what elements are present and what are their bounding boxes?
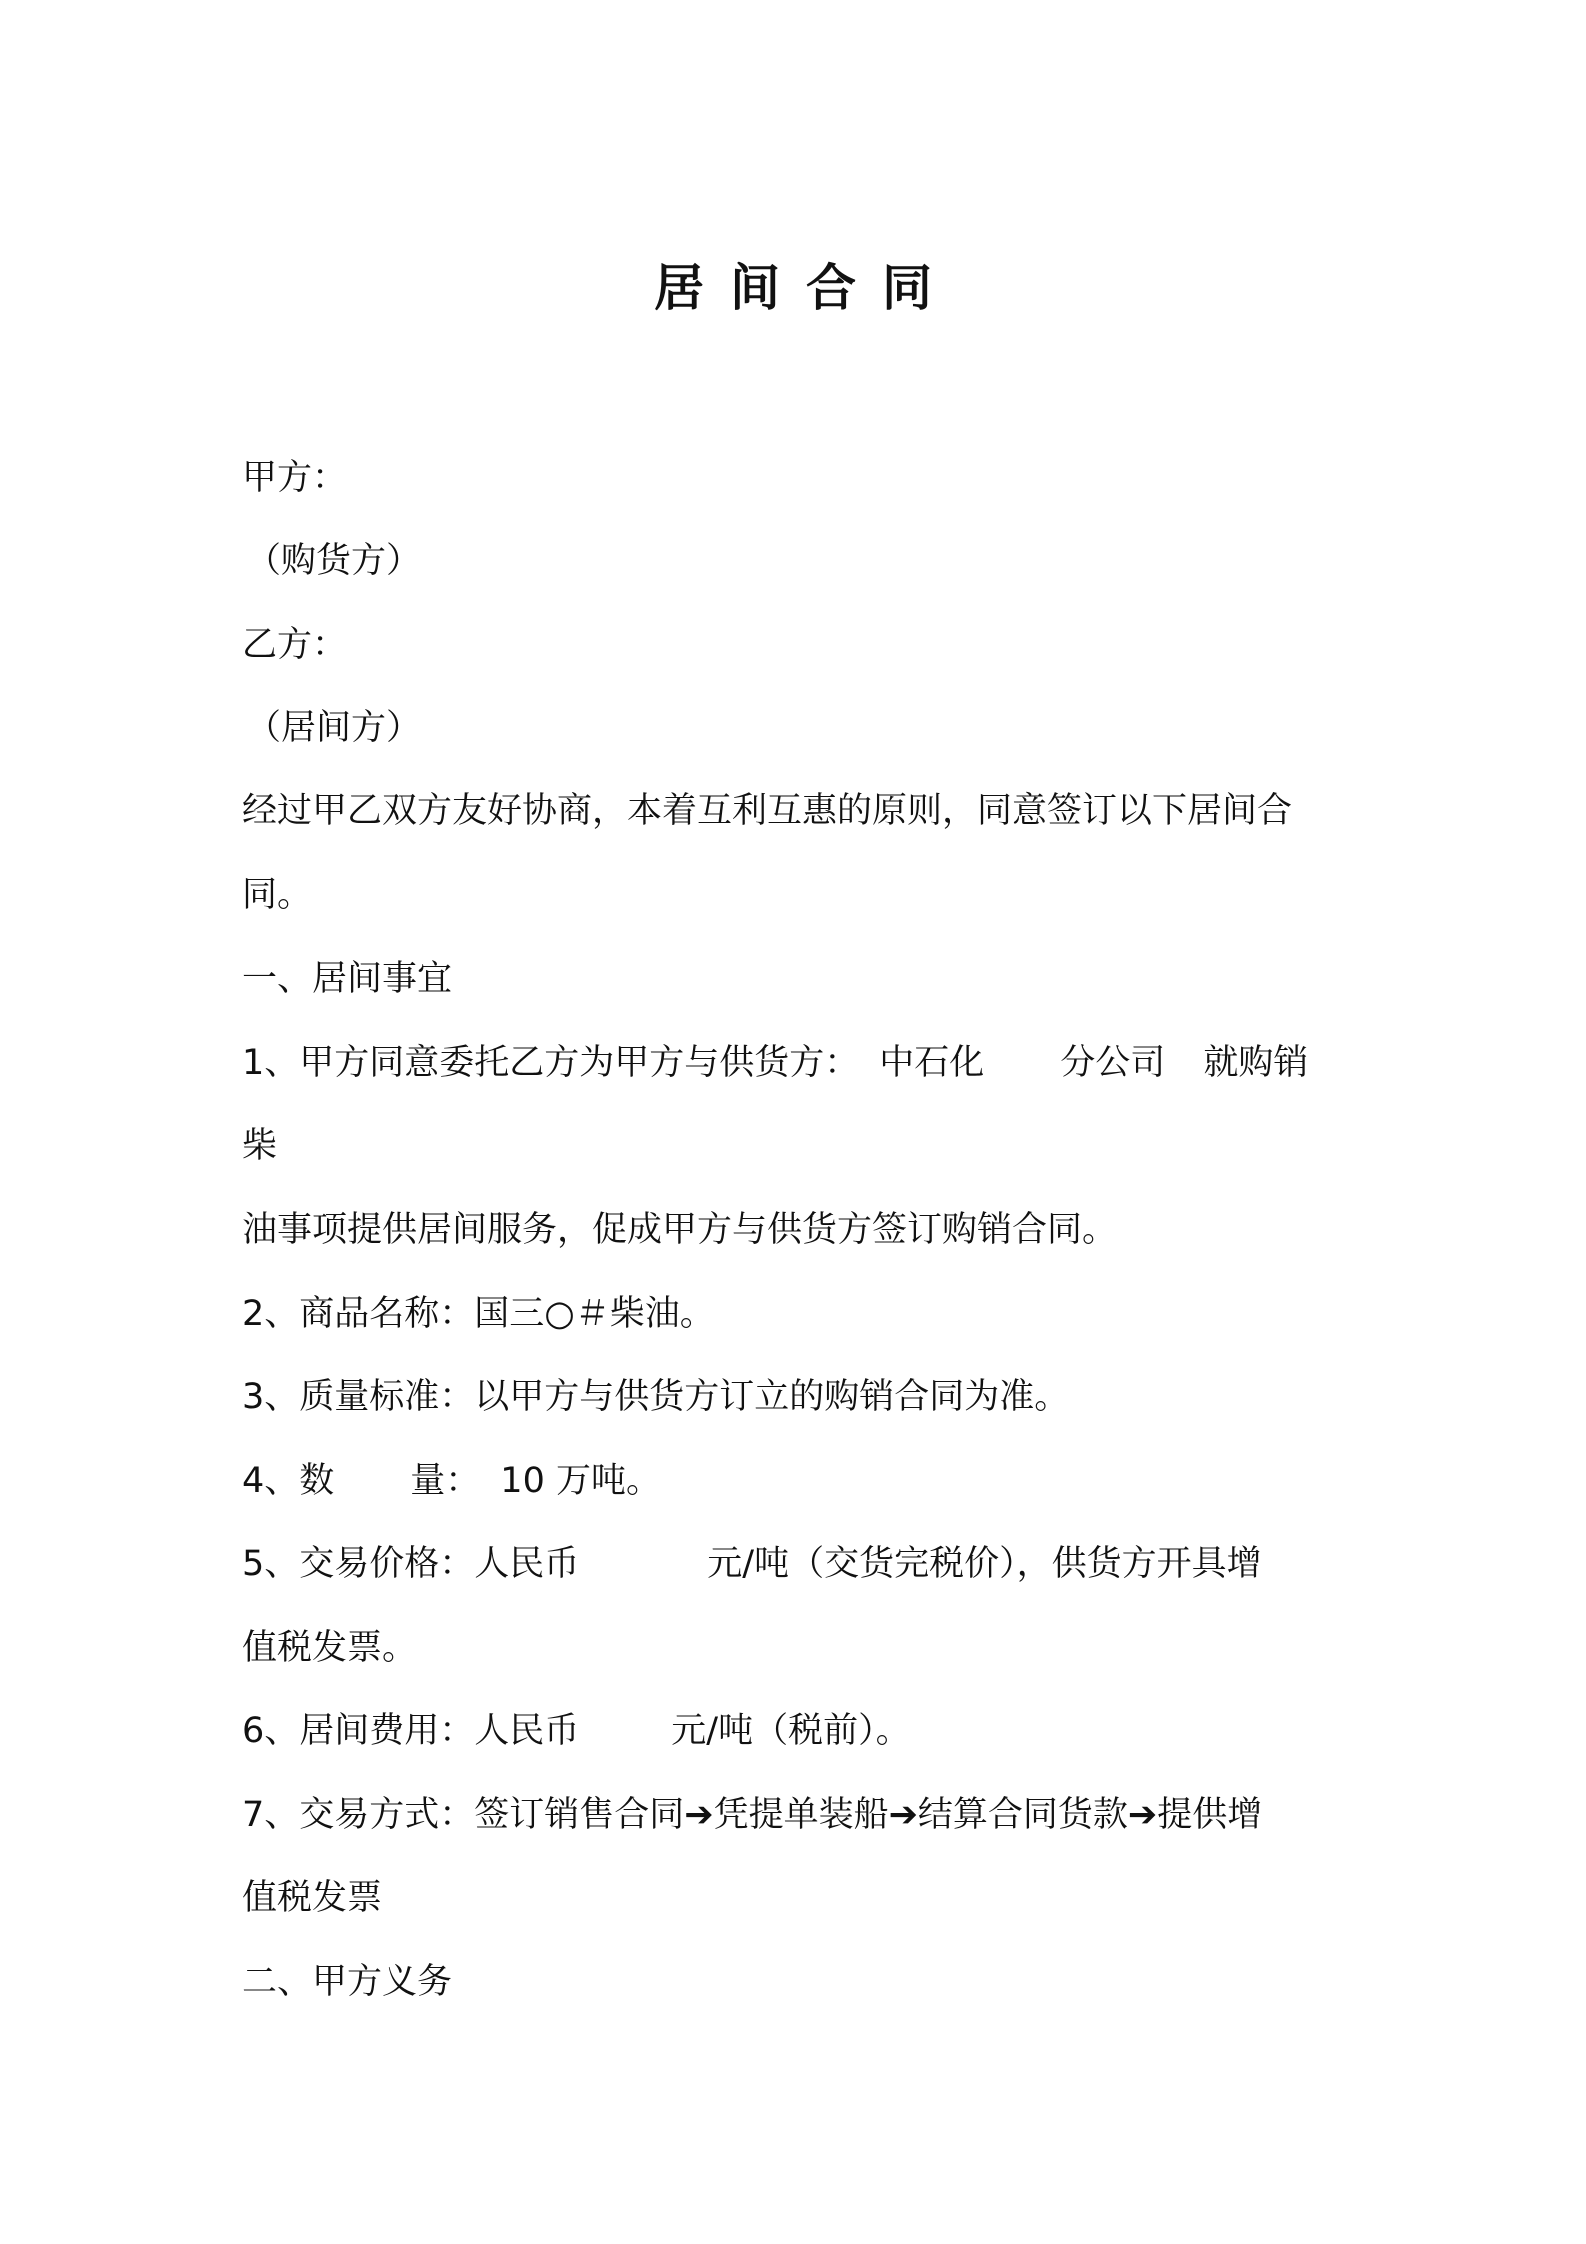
item-4-value: 10 万吨。 — [500, 1461, 661, 1501]
item-1-prefix: 1、甲方同意委托乙方为甲方与供货方： — [242, 1043, 860, 1083]
party-b-label: 乙方： — [242, 625, 348, 665]
item-1-supplier: 中石化 — [879, 1043, 985, 1083]
party-a-label: 甲方： — [242, 458, 348, 498]
item-4 — [242, 1457, 661, 1505]
intro-line-2: 同。 — [242, 875, 313, 915]
item-3: 3、质量标准：以甲方与供货方订立的购销合同为准。 — [242, 1377, 1070, 1417]
item-7-line-2: 值税发票 — [242, 1878, 383, 1918]
item-5-line-1 — [242, 1540, 1262, 1588]
item-7-line-1: 7、交易方式：签订销售合同➔凭提单装船➔结算合同货款➔提供增 — [242, 1795, 1263, 1835]
section-1-heading: 一、居间事宜 — [242, 959, 453, 999]
item-6-prefix: 6、居间费用：人民币 — [242, 1711, 580, 1751]
item-4-label-end: 量： — [410, 1461, 481, 1501]
item-1-line-2: 柴 — [242, 1126, 278, 1166]
item-2: 2、商品名称：国三○＃柴油。 — [242, 1294, 715, 1334]
item-6 — [242, 1707, 911, 1755]
party-a-role: （购货方） — [246, 541, 422, 581]
item-1-line-3: 油事项提供居间服务，促成甲方与供货方签订购销合同。 — [242, 1210, 1118, 1250]
intro-line-1: 经过甲乙双方友好协商，本着互利互惠的原则，同意签订以下居间合 — [242, 791, 1293, 831]
item-5-prefix: 5、交易价格：人民币 — [242, 1544, 580, 1584]
party-b-role: （居间方） — [246, 708, 422, 748]
item-6-unit: 元/吨（税前）。 — [671, 1711, 911, 1751]
item-1-branch: 分公司 — [1060, 1043, 1166, 1083]
item-1-line-1 — [242, 1039, 1308, 1087]
item-5-unit: 元/吨（交货完税价），供货方开具增 — [707, 1544, 1262, 1584]
item-4-label-start: 4、数 — [242, 1461, 335, 1501]
item-1-tail: 就购销 — [1203, 1043, 1309, 1083]
section-2-heading: 二、甲方义务 — [242, 1962, 453, 2002]
document-title: 居间合同 — [654, 259, 958, 317]
item-5-line-2: 值税发票。 — [242, 1628, 418, 1668]
